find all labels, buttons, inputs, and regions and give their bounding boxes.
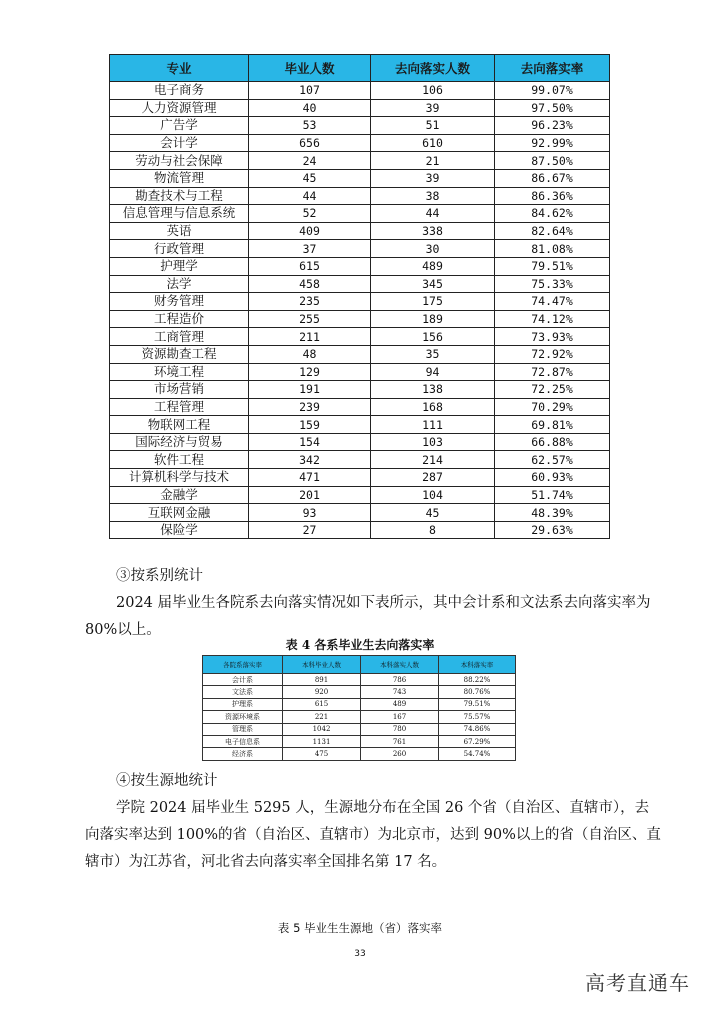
value-cell: 159	[249, 416, 371, 434]
table4-caption: 表 4 各系毕业生去向落实率	[285, 638, 435, 652]
value-cell: 45	[249, 169, 371, 187]
row-label-cell: 广告学	[110, 117, 249, 135]
row-label-cell: 人力资源管理	[110, 99, 249, 117]
table-header-row	[110, 55, 610, 82]
value-cell: 67.29%	[439, 735, 516, 747]
value-cell: 409	[249, 222, 371, 240]
value-cell: 107	[249, 82, 371, 100]
row-label-cell: 物流管理	[110, 169, 249, 187]
section4-paragraph-line2: 向落实率达到 100%的省（自治区、直辖市）为北京市，达到 90%以上的省（自治区、直	[85, 827, 661, 843]
value-cell: 72.87%	[495, 363, 610, 381]
value-cell: 743	[361, 686, 439, 698]
section4-paragraph-line3: 辖市）为江苏省，河北省去向落实率全国排名第 17 名。	[85, 854, 447, 870]
header-placed: 去向落实人数	[371, 55, 495, 82]
value-cell: 1131	[283, 735, 361, 747]
section4-heading: ④按生源地统计	[116, 773, 218, 789]
row-label-cell: 软件工程	[110, 451, 249, 469]
value-cell: 60.93%	[495, 469, 610, 487]
value-cell: 62.57%	[495, 451, 610, 469]
table-row	[110, 521, 610, 539]
table-row	[110, 222, 610, 240]
value-cell: 338	[371, 222, 495, 240]
table-row	[110, 240, 610, 258]
value-cell: 44	[371, 205, 495, 223]
value-cell: 214	[371, 451, 495, 469]
value-cell: 342	[249, 451, 371, 469]
value-cell: 73.93%	[495, 328, 610, 346]
value-cell: 138	[371, 381, 495, 399]
value-cell: 87.50%	[495, 152, 610, 170]
row-label-cell: 保险学	[110, 521, 249, 539]
value-cell: 106	[371, 82, 495, 100]
value-cell: 40	[249, 99, 371, 117]
page-number: 33	[354, 949, 366, 959]
header-major: 专业	[110, 55, 249, 82]
value-cell: 920	[283, 686, 361, 698]
value-cell: 221	[283, 711, 361, 723]
table-row	[110, 99, 610, 117]
table-row	[110, 134, 610, 152]
table-row	[110, 328, 610, 346]
table-row	[110, 416, 610, 434]
row-label-cell: 法学	[110, 275, 249, 293]
table-row	[110, 469, 610, 487]
value-cell: 489	[361, 698, 439, 710]
value-cell: 189	[371, 310, 495, 328]
value-cell: 51	[371, 117, 495, 135]
value-cell: 1042	[283, 723, 361, 735]
row-label-cell: 市场营销	[110, 381, 249, 399]
value-cell: 97.50%	[495, 99, 610, 117]
table-row	[110, 205, 610, 223]
header-graduates: 毕业人数	[249, 55, 371, 82]
value-cell: 70.29%	[495, 398, 610, 416]
table-row	[110, 293, 610, 311]
value-cell: 86.67%	[495, 169, 610, 187]
section3-paragraph-line1: 2024 届毕业生各院系去向落实情况如下表所示，其中会计系和文法系去向落实率为	[116, 595, 651, 611]
value-cell: 52	[249, 205, 371, 223]
row-label-cell: 资源勘查工程	[110, 345, 249, 363]
row-label-cell: 财务管理	[110, 293, 249, 311]
value-cell: 471	[249, 469, 371, 487]
row-label-cell: 会计学	[110, 134, 249, 152]
table-row	[110, 363, 610, 381]
value-cell: 786	[361, 674, 439, 686]
value-cell: 66.88%	[495, 433, 610, 451]
row-label-cell: 电子商务	[110, 82, 249, 100]
table-row	[110, 451, 610, 469]
row-label-cell: 金融学	[110, 486, 249, 504]
value-cell: 167	[361, 711, 439, 723]
value-cell: 129	[249, 363, 371, 381]
table-row	[110, 433, 610, 451]
table-row	[110, 398, 610, 416]
table-row	[110, 504, 610, 522]
table-row	[110, 486, 610, 504]
row-label-cell: 文法系	[203, 686, 283, 698]
value-cell: 201	[249, 486, 371, 504]
value-cell: 84.62%	[495, 205, 610, 223]
table-row	[203, 748, 516, 760]
value-cell: 48	[249, 345, 371, 363]
department-employment-table	[202, 655, 516, 761]
table-row	[110, 152, 610, 170]
value-cell: 44	[249, 187, 371, 205]
row-label-cell: 工商管理	[110, 328, 249, 346]
table-row	[203, 674, 516, 686]
header-placed: 本科落实人数	[361, 656, 439, 674]
value-cell: 38	[371, 187, 495, 205]
value-cell: 72.92%	[495, 345, 610, 363]
table-row	[110, 310, 610, 328]
value-cell: 175	[371, 293, 495, 311]
header-rate: 去向落实率	[495, 55, 610, 82]
table-row	[110, 345, 610, 363]
value-cell: 69.81%	[495, 416, 610, 434]
value-cell: 610	[371, 134, 495, 152]
value-cell: 92.99%	[495, 134, 610, 152]
row-label-cell: 会计系	[203, 674, 283, 686]
header-department: 各院系落实率	[203, 656, 283, 674]
value-cell: 239	[249, 398, 371, 416]
row-label-cell: 环境工程	[110, 363, 249, 381]
value-cell: 39	[371, 169, 495, 187]
value-cell: 211	[249, 328, 371, 346]
value-cell: 154	[249, 433, 371, 451]
table-row	[203, 698, 516, 710]
table-row	[110, 117, 610, 135]
value-cell: 81.08%	[495, 240, 610, 258]
table-row	[110, 169, 610, 187]
header-graduates: 本科毕业人数	[283, 656, 361, 674]
major-employment-table	[109, 54, 610, 539]
major-table-body	[110, 82, 610, 539]
value-cell: 615	[249, 257, 371, 275]
value-cell: 79.51%	[495, 257, 610, 275]
table-row	[203, 723, 516, 735]
table-row	[203, 735, 516, 747]
value-cell: 891	[283, 674, 361, 686]
value-cell: 39	[371, 99, 495, 117]
value-cell: 29.63%	[495, 521, 610, 539]
row-label-cell: 勘查技术与工程	[110, 187, 249, 205]
row-label-cell: 互联网金融	[110, 504, 249, 522]
table-row	[110, 381, 610, 399]
value-cell: 615	[283, 698, 361, 710]
row-label-cell: 工程造价	[110, 310, 249, 328]
row-label-cell: 电子信息系	[203, 735, 283, 747]
value-cell: 72.25%	[495, 381, 610, 399]
section3-heading: ③按系别统计	[116, 568, 203, 584]
value-cell: 75.57%	[439, 711, 516, 723]
row-label-cell: 护理系	[203, 698, 283, 710]
value-cell: 99.07%	[495, 82, 610, 100]
value-cell: 82.64%	[495, 222, 610, 240]
value-cell: 156	[371, 328, 495, 346]
value-cell: 51.74%	[495, 486, 610, 504]
value-cell: 88.22%	[439, 674, 516, 686]
table-row	[110, 82, 610, 100]
section3-paragraph-line2: 80%以上。	[85, 622, 161, 638]
value-cell: 24	[249, 152, 371, 170]
department-table-body	[203, 674, 516, 761]
row-label-cell: 护理学	[110, 257, 249, 275]
row-label-cell: 英语	[110, 222, 249, 240]
value-cell: 80.76%	[439, 686, 516, 698]
value-cell: 260	[361, 748, 439, 760]
value-cell: 255	[249, 310, 371, 328]
value-cell: 93	[249, 504, 371, 522]
row-label-cell: 工程管理	[110, 398, 249, 416]
table-row	[110, 275, 610, 293]
value-cell: 345	[371, 275, 495, 293]
value-cell: 74.47%	[495, 293, 610, 311]
row-label-cell: 管理系	[203, 723, 283, 735]
value-cell: 86.36%	[495, 187, 610, 205]
table-row	[203, 711, 516, 723]
value-cell: 287	[371, 469, 495, 487]
value-cell: 458	[249, 275, 371, 293]
value-cell: 656	[249, 134, 371, 152]
row-label-cell: 资源环境系	[203, 711, 283, 723]
row-label-cell: 物联网工程	[110, 416, 249, 434]
value-cell: 96.23%	[495, 117, 610, 135]
value-cell: 103	[371, 433, 495, 451]
row-label-cell: 信息管理与信息系统	[110, 205, 249, 223]
value-cell: 48.39%	[495, 504, 610, 522]
row-label-cell: 劳动与社会保障	[110, 152, 249, 170]
section4-paragraph-line1: 学院 2024 届毕业生 5295 人，生源地分布在全国 26 个省（自治区、直辖市），去	[116, 800, 650, 816]
value-cell: 37	[249, 240, 371, 258]
value-cell: 30	[371, 240, 495, 258]
value-cell: 111	[371, 416, 495, 434]
value-cell: 761	[361, 735, 439, 747]
value-cell: 74.12%	[495, 310, 610, 328]
value-cell: 235	[249, 293, 371, 311]
value-cell: 475	[283, 748, 361, 760]
row-label-cell: 行政管理	[110, 240, 249, 258]
value-cell: 489	[371, 257, 495, 275]
value-cell: 168	[371, 398, 495, 416]
value-cell: 21	[371, 152, 495, 170]
value-cell: 35	[371, 345, 495, 363]
value-cell: 27	[249, 521, 371, 539]
table-row	[203, 686, 516, 698]
value-cell: 104	[371, 486, 495, 504]
row-label-cell: 经济系	[203, 748, 283, 760]
table-row	[110, 187, 610, 205]
value-cell: 191	[249, 381, 371, 399]
header-rate: 本科落实率	[439, 656, 516, 674]
table-row	[110, 257, 610, 275]
value-cell: 45	[371, 504, 495, 522]
row-label-cell: 国际经济与贸易	[110, 433, 249, 451]
value-cell: 54.74%	[439, 748, 516, 760]
value-cell: 94	[371, 363, 495, 381]
value-cell: 79.51%	[439, 698, 516, 710]
table-header-row	[203, 656, 516, 674]
table5-caption: 表 5 毕业生生源地（省）落实率	[277, 921, 443, 935]
value-cell: 75.33%	[495, 275, 610, 293]
value-cell: 780	[361, 723, 439, 735]
row-label-cell: 计算机科学与技术	[110, 469, 249, 487]
value-cell: 8	[371, 521, 495, 539]
value-cell: 53	[249, 117, 371, 135]
value-cell: 74.86%	[439, 723, 516, 735]
watermark-logo-text: 高考直通车	[585, 971, 690, 995]
